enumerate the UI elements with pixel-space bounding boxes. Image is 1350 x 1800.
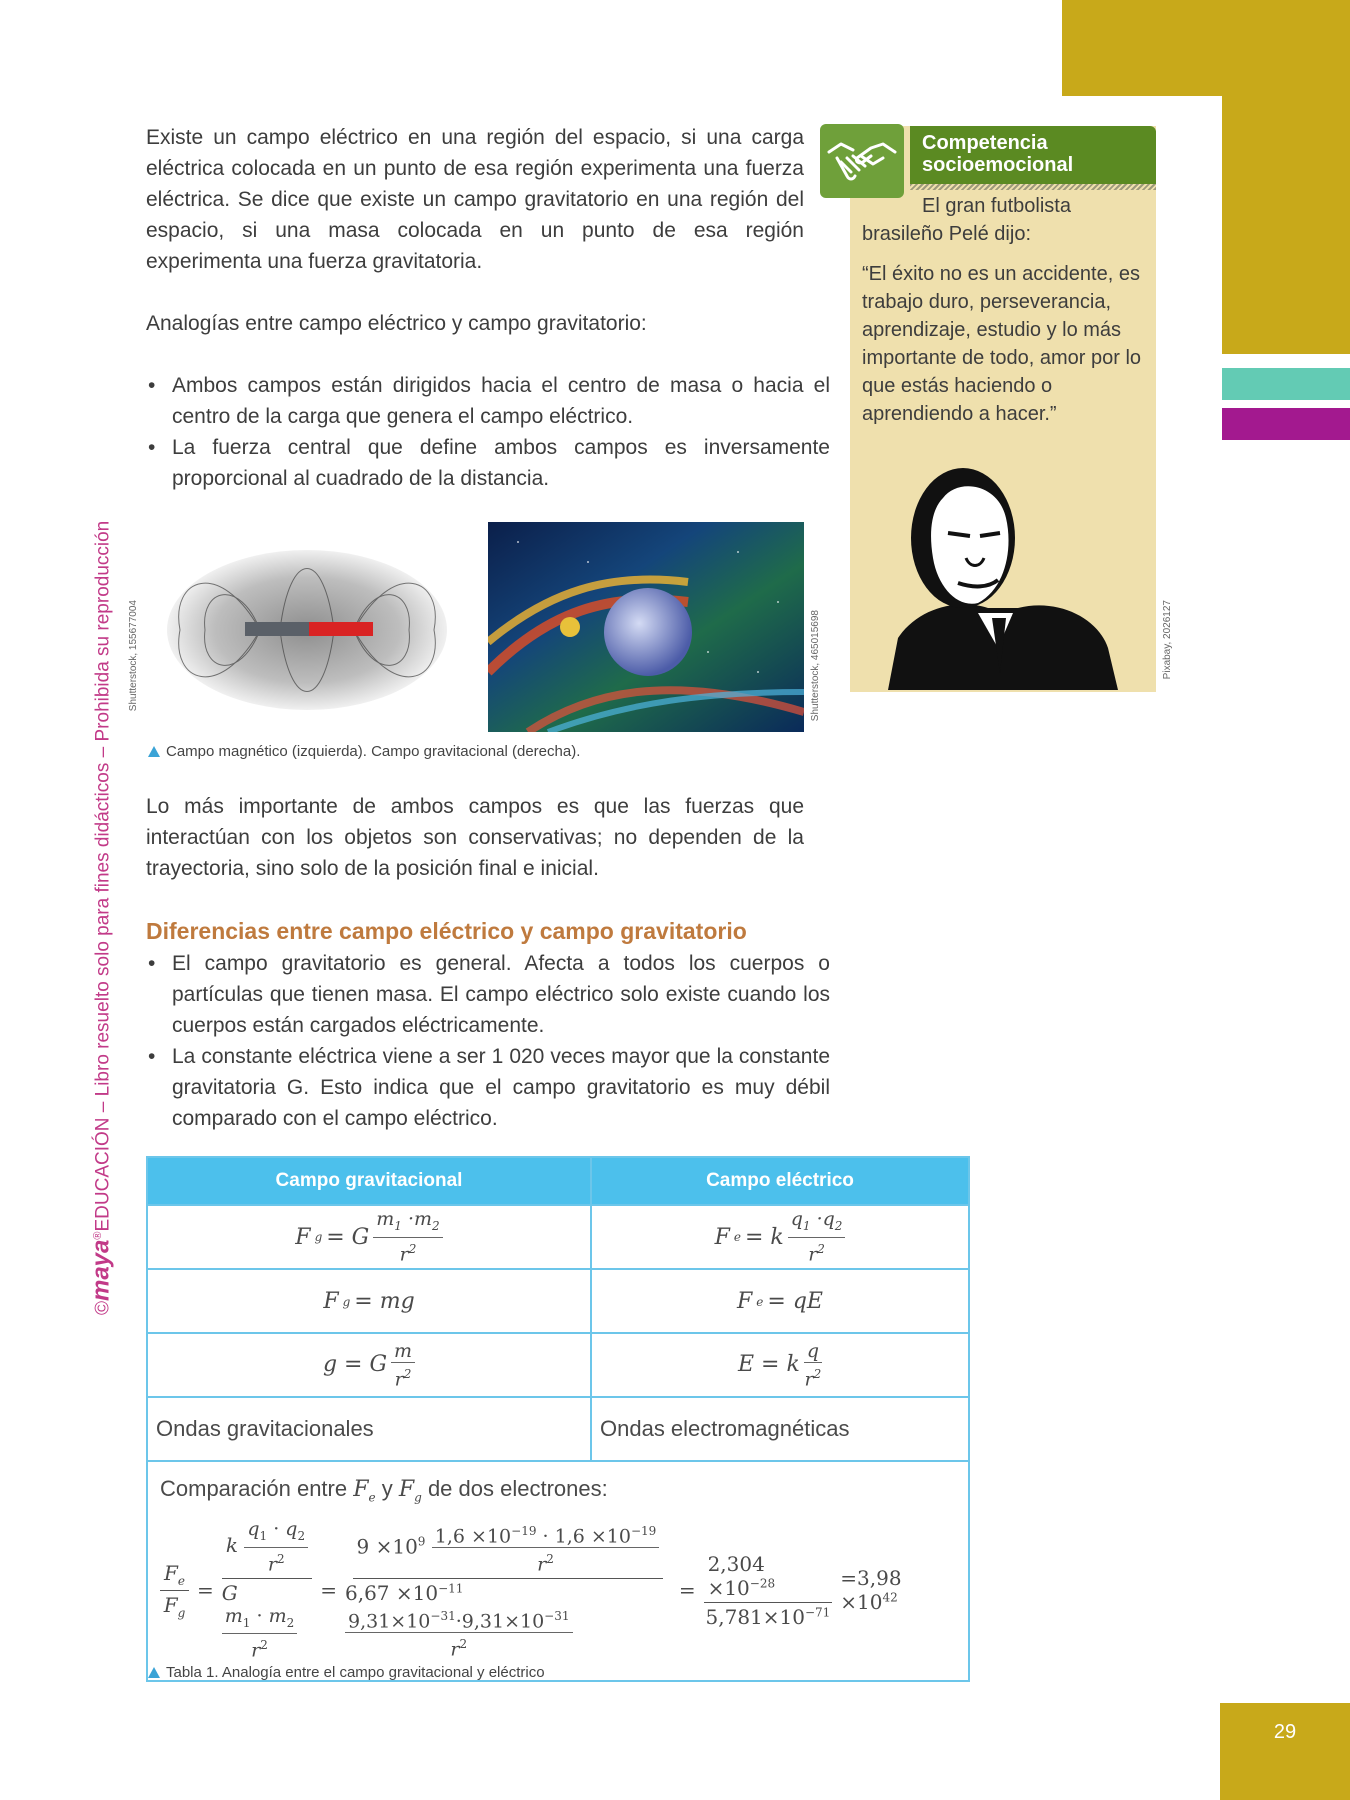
comparison-equation: $\frac{F_e}{F_g}$ = k $\frac{q_1 \cdot q_2}{r^2}$ G $\frac{m_1 \cdot m_2}{r^2}$ = $9 \times 10^9$ $\frac{1,6 \times 10^{-19} \cdot 1,6 \times 10^{-19}}{r^2}$ $6,67 \times 10^{-11}$ $\frac{9,31\times 10^{-31}\cdot 9,31\times 10^{-31}}{r^2}$ = $\frac{2,304 \times 10^{-28}}{5,781\times 10^{-71}}$ $=3,98 \times 10^{42}$ bbox=[160, 1518, 956, 1661]
formula-gravitational-force: F g = G $\frac{m_1 \cdot m_2}{r^2}$ bbox=[147, 1205, 591, 1269]
socioemotional-title-2: socioemocional bbox=[922, 154, 1074, 176]
socioemotional-header bbox=[910, 126, 1156, 184]
list-item: • El campo gravitatorio es general. Afecta a todos los cuerpos o partículas que tienen masa. El campo eléctrico solo existe cuando los cuerpos están cargados eléctricamente. bbox=[172, 948, 830, 1041]
formula-weight: F g = mg bbox=[147, 1269, 591, 1333]
intro-paragraph: Existe un campo eléctrico en una región del espacio, si una carga eléctrica colocada en un punto de esa región experimenta una fuerza eléctrica. Se dice que existe un campo gravitatorio en una región del espacio, si una masa colocada en un punto de esa región experimenta una fuerza gravitatoria. bbox=[146, 126, 804, 273]
figure-caption bbox=[148, 743, 580, 760]
table-caption-text: Tabla 1. Analogía entre el campo gravitacional y eléctrico bbox=[166, 1664, 545, 1681]
table-header-gravitational: Campo gravitacional bbox=[147, 1157, 591, 1205]
formula-electric-force: F e = k $\frac{q_1 \cdot q_2}{r^2}$ bbox=[591, 1205, 969, 1269]
color-bar-magenta bbox=[1222, 408, 1350, 440]
socioemotional-quote: “El éxito no es un accidente, es trabajo duro, perseverancia, aprendizaje, estudio y lo más importante de todo, amor por lo que estás haciendo o aprendiendo a hacer.” bbox=[862, 263, 1142, 425]
comparison-result: =3,98 ×10 bbox=[840, 1566, 902, 1615]
comparison-and: y bbox=[381, 1476, 393, 1501]
gravitational-waves: Ondas gravitacionales bbox=[147, 1397, 591, 1461]
brand-logo: maya bbox=[87, 1239, 115, 1301]
comparison-table bbox=[146, 1156, 970, 1682]
watermark-text: EDUCACIÓN – Libro resuelto solo para fines didácticos – Prohibida su reproducción bbox=[92, 520, 114, 1232]
socioemotional-title-1: Competencia bbox=[922, 132, 1048, 154]
formula-gravity-field: g = G $\frac{m}{r^2}$ bbox=[147, 1333, 591, 1397]
list-item: • La fuerza central que define ambos campos es inversamente proporcional al cuadrado de la distancia. bbox=[172, 432, 830, 494]
color-bar-teal bbox=[1222, 368, 1350, 400]
credit-portrait: Pixabay, 2026127 bbox=[1162, 600, 1173, 680]
formula-electric-field: E = k $\frac{q}{r^2}$ bbox=[591, 1333, 969, 1397]
caption-triangle-icon bbox=[148, 1667, 160, 1678]
table-caption bbox=[148, 1664, 545, 1681]
registered-mark: ® bbox=[92, 1231, 104, 1240]
credit-left: Shutterstock, 155677004 bbox=[128, 600, 139, 712]
differences-list bbox=[146, 948, 830, 1134]
socioemotional-intro: El gran futbolista brasileño Pelé dijo: bbox=[862, 195, 1071, 245]
socioemotional-box bbox=[850, 126, 1156, 692]
comparison-label: Comparación entre $F_e$ y $F_g$ de dos electrones: bbox=[160, 1476, 608, 1505]
list-item: • La constante eléctrica viene a ser 1 020 veces mayor que la constante gravitatoria G. Esto indica que el campo gravitatorio es muy débil comparado con el campo eléctrico. bbox=[172, 1041, 830, 1134]
handshake-icon bbox=[820, 124, 904, 198]
caption-triangle-icon bbox=[148, 746, 160, 757]
corner-block-side bbox=[1222, 96, 1350, 354]
pele-portrait bbox=[888, 438, 1118, 690]
magnetic-field-image bbox=[160, 538, 454, 714]
header-stripe bbox=[910, 184, 1156, 190]
electromagnetic-waves: Ondas electromagnéticas bbox=[591, 1397, 969, 1461]
corner-block-top bbox=[1062, 0, 1350, 96]
comparison-cell bbox=[147, 1461, 969, 1681]
comparison-tail: de dos electrones: bbox=[427, 1476, 608, 1501]
page-number: 29 bbox=[1220, 1703, 1350, 1800]
gravitational-field-image bbox=[488, 522, 804, 732]
differences-heading: Diferencias entre campo eléctrico y campo gravitatorio bbox=[146, 918, 747, 944]
copyright-mark: © bbox=[92, 1301, 114, 1315]
comparison-label-text: Comparación entre bbox=[160, 1476, 348, 1501]
analogies-intro: Analogías entre campo eléctrico y campo gravitatorio: bbox=[146, 312, 647, 335]
formula-electric-qe: F e = qE bbox=[591, 1269, 969, 1333]
figure-caption-text: Campo magnético (izquierda). Campo gravitacional (derecha). bbox=[166, 743, 581, 760]
conservative-paragraph: Lo más importante de ambos campos es que las fuerzas que interactúan con los objetos son conservativas; no dependen de la trayectoria, sino solo de la posición final e inicial. bbox=[146, 795, 804, 880]
table-header-electric: Campo eléctrico bbox=[591, 1157, 969, 1205]
analogies-list bbox=[146, 370, 830, 494]
comparison-table-wrap bbox=[146, 1156, 970, 1682]
list-item: • Ambos campos están dirigidos hacia el centro de masa o hacia el centro de la carga que genera el campo eléctrico. bbox=[172, 370, 830, 432]
credit-right: Shutterstock, 465015698 bbox=[810, 610, 821, 722]
side-watermark bbox=[84, 475, 115, 1315]
